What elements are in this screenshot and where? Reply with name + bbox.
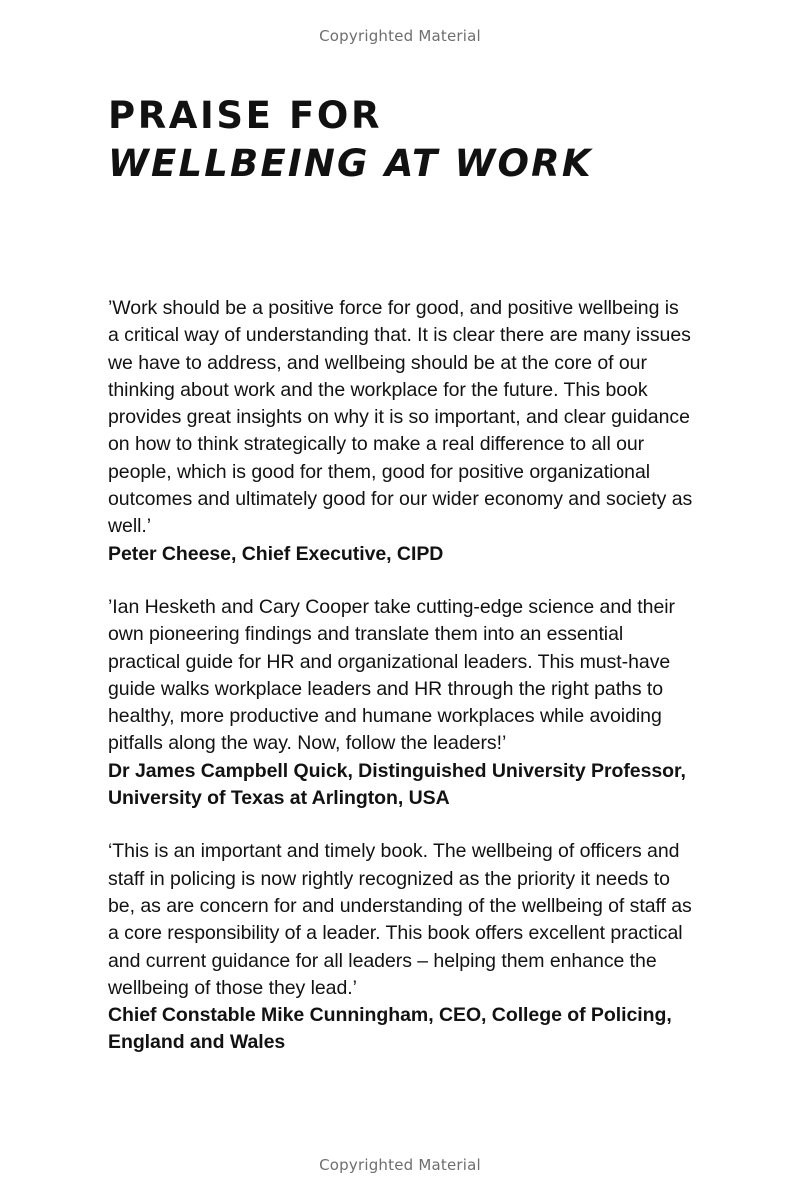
endorsement-attribution: Peter Cheese, Chief Executive, CIPD (108, 542, 444, 565)
endorsement-item (108, 838, 694, 1056)
endorsement-quote: ’Ian Hesketh and Cary Cooper take cutting-edge science and their own pioneering findings and translate them into an essential practical guide for HR and organizational leaders. This must-have guide walks workplace leaders and HR through the right paths to healthy, more productive and humane workplaces while avoiding pitfalls along the way. Now, follow the leaders!’ (108, 595, 675, 755)
page-title-line-2: WELLBEING AT WORK (108, 142, 593, 185)
endorsement-item (108, 594, 694, 812)
endorsement-quote: ‘This is an important and timely book. The wellbeing of officers and staff in policing is now rightly recognized as the priority it needs to be, as are concern for and understanding of the wellbeing of staff as a core responsibility of a leader. This book offers excellent practical and current guidance for all leaders – helping them enhance the wellbeing of those they lead.’ (108, 840, 692, 999)
endorsement-attribution: Dr James Campbell Quick, Distinguished University Professor, University of Texas at Arlington, USA (108, 759, 686, 810)
endorsement-attribution: Chief Constable Mike Cunningham, CEO, College of Policing, England and Wales (108, 1004, 672, 1054)
endorsement-list (108, 295, 694, 1057)
endorsement-item (108, 295, 694, 568)
page-title-line-1: PRAISE FOR (108, 94, 383, 137)
copyright-watermark-top: Copyrighted Material (319, 27, 481, 45)
endorsement-quote: ’Work should be a positive force for good, and positive wellbeing is a critical way of understanding that. It is clear there are many issues we have to address, and wellbeing should be at the core of our thinking about work and the workplace for the future. This book provides great insights on why it is so important, and clear guidance on how to think strategically to make a real difference to all our people, which is good for them, good for positive organizational outcomes and ultimately good for our wider economy and society as well.’ (108, 297, 693, 538)
page-title (108, 92, 708, 188)
copyright-watermark-bottom: Copyrighted Material (319, 1156, 481, 1174)
